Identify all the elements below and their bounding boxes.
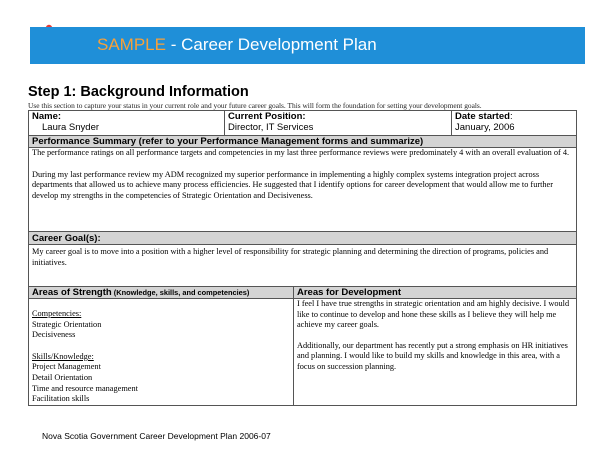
career-goal-text: My career goal is to move into a position with a higher level of responsibility for strategic planning and determining the direction of programs, policies and initiatives. [32,247,549,267]
document-title [97,35,377,55]
step-title: Step 1: Background Information [28,84,249,100]
strengths-heading-note: (Knowledge, skills, and competencies) [111,288,250,297]
strengths-field[interactable] [29,299,294,406]
position-cell[interactable] [225,111,452,136]
competency-item: Strategic Orientation [32,319,102,329]
name-value: Laura Snyder [42,122,100,133]
career-goal-field[interactable] [29,245,577,287]
development-field[interactable] [294,299,577,406]
skill-item: Time and resource management [32,383,138,393]
development-para-2: Additionally, our department has recently put a strong emphasis on HR initiatives and planning. I would like to build my skills and knowledge in this area, with a focus on succession planning. [297,340,568,371]
skill-item: Facilitation skills [32,394,90,404]
performance-heading: Performance Summary (refer to your Performance Management forms and summarize) [29,136,577,148]
date-label: Date started [455,111,510,122]
step-description: Use this section to capture your status in your current role and your future career goals. This will form the foundation for setting your development goals. [28,101,482,110]
skills-label: Skills/Knowledge: [32,351,94,361]
performance-para-1: The performance ratings on all performance targets and competencies in my last three performance reviews were predominately 4 with an overall evaluation of 4. [32,148,570,157]
background-info-table [28,110,577,406]
date-value: January, 2006 [455,122,515,133]
info-row [29,111,577,136]
competency-item: Decisiveness [32,330,76,340]
skill-item: Detail Orientation [32,372,93,382]
name-label: Name: [32,111,62,122]
footer-text: Nova Scotia Government Career Development Plan 2006-07 [42,431,271,441]
strengths-heading [29,287,294,299]
sample-label: SAMPLE [97,35,166,54]
performance-summary-field[interactable] [29,148,577,232]
position-label: Current Position: [228,111,306,122]
development-para-1: I feel I have true strengths in strategic orientation and am highly decisive. I would like to continue to develop and hone these skills as I believe they will help me achieve my career goals. [297,299,570,330]
document-title-text: - Career Development Plan [165,35,377,54]
career-goal-heading: Career Goal(s): [29,232,577,245]
title-banner [30,27,585,64]
performance-para-2: During my last performance review my ADM recognized my superior performance in implementing a highly complex systems integration project across departments that allowed us to achieve many process efficiencies. He suggested that I identify options for career development that would allow me to further develop my strengths in the competencies of Strategic Orientation and Decisiveness. [32,169,553,200]
date-cell[interactable] [452,111,577,136]
position-value: Director, IT Services [228,122,314,133]
skill-item: Project Management [32,362,101,372]
competencies-label: Competencies: [32,309,82,318]
date-colon: : [509,111,513,122]
name-cell[interactable] [29,111,225,136]
development-heading: Areas for Development [294,287,577,299]
strengths-heading-text: Areas of Strength [32,287,112,298]
